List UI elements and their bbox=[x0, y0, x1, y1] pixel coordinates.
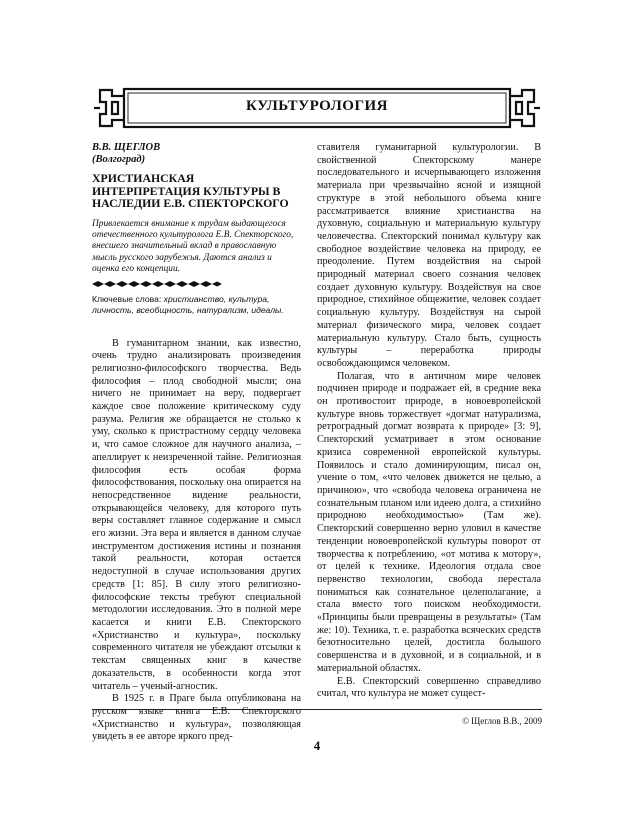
keywords-label: Ключевые слова: bbox=[92, 293, 162, 304]
article-title: ХРИСТИАНСКАЯ ИНТЕРПРЕТАЦИЯ КУЛЬТУРЫ В НАСЛЕДИИ Е.В. СПЕКТОРСКОГО bbox=[92, 171, 289, 210]
left-column bbox=[92, 142, 301, 744]
footer-rule bbox=[92, 709, 542, 710]
keywords bbox=[92, 294, 301, 316]
page-number: 4 bbox=[313, 738, 321, 753]
paragraph: Е.В. Спекторский совершенно справедливо считал, что культура не может сущест- bbox=[317, 675, 541, 700]
right-column bbox=[317, 142, 541, 701]
paragraph: В 1925 г. в Праге была опубликована на русском языке книга Е.В. Спекторского «Христианство и культура», позволяющая увидеть в ее авторе яркого пред- bbox=[92, 693, 301, 743]
article-abstract: Привлекается внимание к трудам выдающегося отечественного культуролога Е.В. Спекторского, внесшего значительный вклад в православную мысль русского зарубежья. Даются анализ и оценка его концепции. bbox=[92, 218, 294, 275]
paragraph: В гуманитарном знании, как известно, очень трудно анализировать произведения религиозно-философского творчества. Ведь философия – плод свободной мысли; она ничего не принимает на веру, подвергает каждое свое положение критическому суду разума. Религия же обращается не столько к уму, сколько к пристрастному сердцу человека и, что самое сложное для научного анализа, – апеллирует к неизреченной тайне. Религиозная философия есть особая форма философствования, поскольку она опирается на непосредственное видение реальности, открывающейся человеку, для которого путь веры составляет главное содержание и смысл его жизни. Эта вера и является в данном случае инструментом достижения истины и познания такой реальности, которая остается недоступной в случае использования других средств [1: 85]. В силу этого религиозно-философские тексты требуют специальной методологии исследования. Это в полной мере касается и книги Е.В. Спекторского «Христианство и культура», поскольку современного читателя не убеждают отсылки к текстам священных книг в качестве доказательств, в особенности когда этот читатель – ученый-агностик. bbox=[92, 337, 301, 692]
left-body bbox=[92, 338, 301, 745]
author-name: В.В. ЩЕГЛОВ bbox=[92, 142, 161, 153]
author-city: (Волгоград) bbox=[92, 154, 146, 165]
ornament-divider-icon bbox=[92, 280, 222, 288]
section-banner bbox=[92, 86, 542, 130]
keywords-list: христианство, культура, личность, всеобщность, натурализм, идеалы. bbox=[92, 293, 284, 315]
paragraph: ставителя гуманитарной культурологии. В свойственной Спекторскому манере последовательного и исчерпывающего изложения материала при чрезвычайно ясной и изящной структуре в этой небольшого объема книге рассматривается влияние христианства на духовную, социальную и материальную культуру человечества. Спекторский понимал культуру как свободное воздействие человека на природу, ее преодоление. Путем воздействия на сырой природный материал своего сознания человек создает духовную культуру. Воздействуя на свое природное, стихийное общежитие, человек создает социальную культуру. Воздействуя на сырой материал физического мира, человек создает материальную культуру. Стало быть, сущность культуры – переработка природы освобождающимся человеком. bbox=[317, 142, 541, 369]
paragraph: Полагая, что в античном мире человек подчинен природе и подражает ей, в средние века он противостоит природе, в новоевропейской культуре вновь торжествует «догмат натурализма, ретроградный догмат возврата к природе» [3: 9], Спекторский усматривает в этом основание кризиса современной европейской культуры. Появилось и стало доминирующим, писал он, учение о том, «что человек движется не целью, а причиною», что «свобода человека ограничена не сознательным планом или идеею долга, а стихийно природною необходимостью» (Там же). Спекторский совершенно верно уловил в качестве тенденции новоевропейской культуры поворот от творчества к потреблению, «от мотива к мотору», от целей к технике. Идеология отдала свое первенство технологии, свобода перестала пониматься как сознательное целеполагание, а стала вместо того поиском необходимости. «Принципы были превращены в результаты» (Там же: 10). Техника, т. е. разработка всяческих средств безотносительно целей, достигла большого совершенства и в духовной, и в социальной, и в материальной областях. bbox=[317, 370, 541, 674]
section-title: КУЛЬТУРОЛОГИЯ bbox=[246, 98, 388, 114]
copyright: © Щеглов В.В., 2009 bbox=[462, 716, 542, 726]
